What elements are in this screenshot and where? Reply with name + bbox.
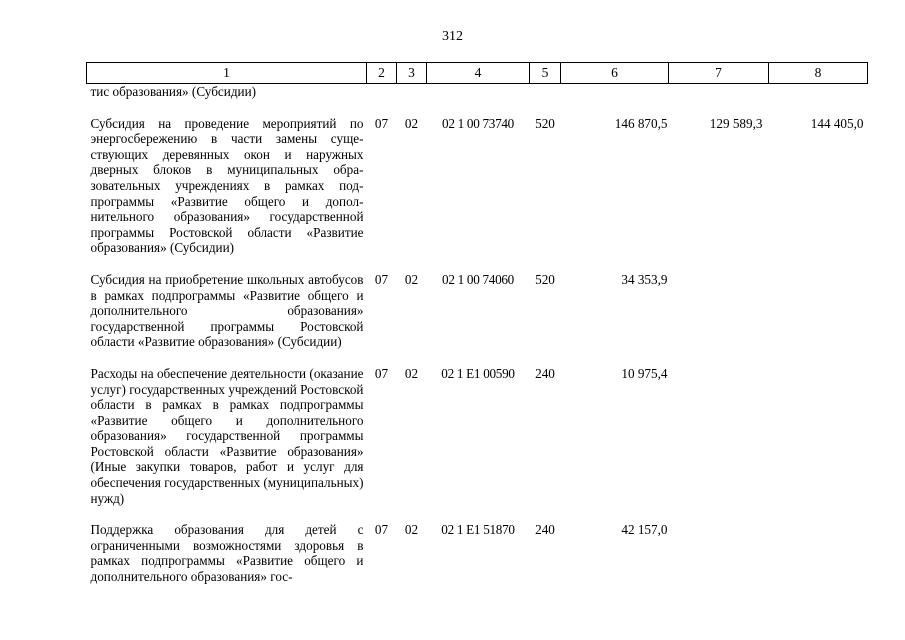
row-amount-col6: 10 975,4: [621, 365, 668, 381]
row-section: 07: [374, 522, 389, 538]
row-section: 07: [374, 365, 389, 381]
row-expense-type: 240: [535, 365, 555, 381]
row-description: Поддержка образования для детей с ограниченными возможностями здоровья в рамках подпрограммы «Развитие общего и дополнительного образования» гос-: [90, 522, 364, 585]
row-subsection: 02: [404, 271, 419, 287]
header-cell-4: 4: [427, 63, 530, 84]
table-row: [87, 350, 868, 506]
header-cell-7: 7: [669, 63, 769, 84]
table-header: [87, 63, 868, 84]
row-section: 07: [374, 271, 389, 287]
continuation-row: [87, 84, 868, 100]
row-target-code: 02 1 E1 51870: [441, 522, 515, 538]
header-cell-3: 3: [397, 63, 427, 84]
row-amount-col6: 42 157,0: [621, 522, 668, 538]
row-description: Расходы на обеспечение деятельности (оказание услуг) государственных учреждений Ростовской области в рамках в рамках подпрограммы «Развитие общего и дополнительного образования» государственной программы Ростовской области «Развитие образования» (Иные закупки товаров, работ и услуг для обеспечения государственных (муниципальных) нужд): [90, 365, 364, 506]
table-row: [87, 100, 868, 256]
budget-table: [86, 62, 867, 585]
row-amount-col6: 34 353,9: [621, 271, 668, 287]
header-cell-2: 2: [367, 63, 397, 84]
header-cell-5: 5: [530, 63, 561, 84]
row-target-code: 02 1 00 74060: [442, 271, 514, 287]
row-target-code: 02 1 00 73740: [442, 115, 514, 131]
row-section: 07: [374, 115, 389, 131]
row-subsection: 02: [404, 115, 419, 131]
row-target-code: 02 1 E1 00590: [441, 365, 515, 381]
row-amount-col8: [769, 506, 868, 584]
row-description: Субсидия на проведение мероприятий по энергосбережению в части замены существующих деревянных окон и наружных дверных блоков в муниципальных образовательных учреждениях в рамках подпрограммы «Развитие общего и дополнительного образования» государственной программы Ростовской области «Развитие образования» (Субсидии): [90, 115, 364, 256]
row-amount-col7: [669, 506, 769, 584]
row-expense-type: 520: [535, 271, 555, 287]
row-amount-col8: [769, 256, 868, 350]
page-number: 312: [442, 29, 463, 44]
header-cell-1: 1: [87, 63, 367, 84]
row-amount-col6: 146 870,5: [614, 115, 668, 131]
row-subsection: 02: [404, 365, 419, 381]
row-amount-col8: [769, 350, 868, 506]
row-description: Субсидия на приобретение школьных автобусов в рамках подпрограммы «Развитие общего и дополнительного образования» государственной программы Ростовской области «Развитие образования» (Субсидии): [90, 271, 364, 350]
row-amount-col7: [669, 350, 769, 506]
row-expense-type: 520: [535, 115, 555, 131]
row-amount-col8: 144 405,0: [810, 115, 864, 131]
row-amount-col7: [669, 256, 769, 350]
header-cell-8: 8: [769, 63, 868, 84]
continuation-text: тис образования» (Субсидии): [90, 84, 257, 99]
header-cell-6: 6: [561, 63, 669, 84]
row-amount-col7: 129 589,3: [709, 115, 763, 131]
row-subsection: 02: [404, 522, 419, 538]
table-row: [87, 506, 868, 584]
table-row: [87, 256, 868, 350]
row-expense-type: 240: [535, 522, 555, 538]
